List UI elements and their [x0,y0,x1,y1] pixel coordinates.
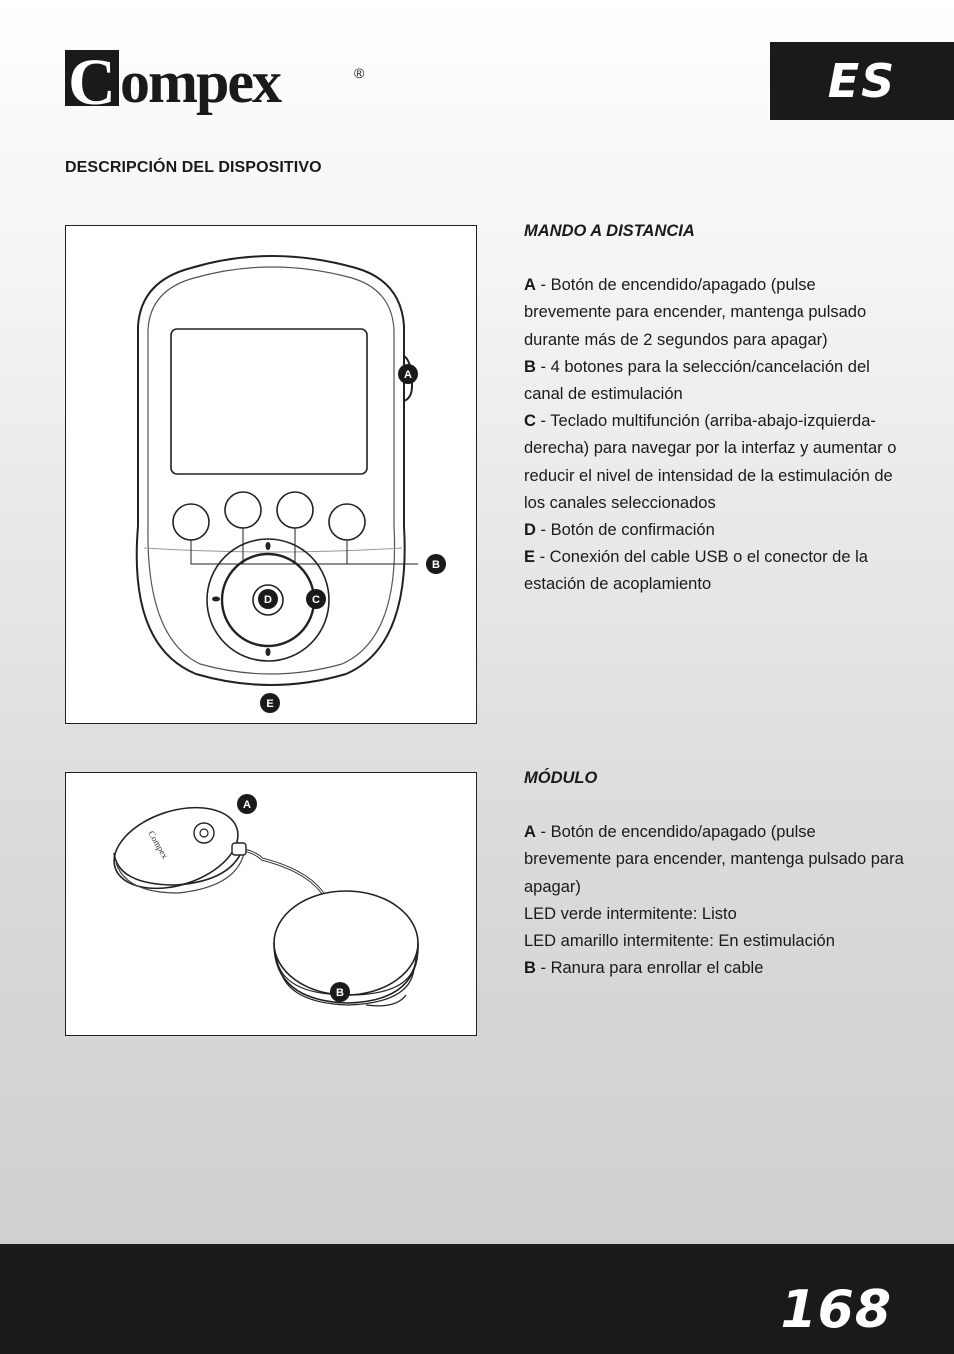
page-number: 168 [780,1280,892,1340]
remote-callouts [66,226,476,723]
svg-text:B: B [432,559,440,571]
remote-item-b: B - 4 botones para la selección/cancelación del canal de estimulación [524,357,870,404]
callout-a [398,364,418,384]
svg-text:E: E [266,698,274,710]
callout-e [260,693,280,713]
module-callouts [66,773,476,1035]
language-badge: ES [770,42,954,120]
svg-text:A: A [243,799,251,811]
remote-item-e: E - Conexión del cable USB o el conector de la estación de acoplamiento [524,548,868,594]
module-item-led-green: LED verde intermitente: Listo [524,904,737,923]
module-description [524,765,904,982]
callout-d [258,589,278,609]
remote-item-c: C - Teclado multifunción (arriba-abajo-izquierda-derecha) para navegar por la interfaz y aumentar o reducir el nivel de intensidad de la estimulación de los canales seleccionados [524,412,897,512]
svg-text:Compex: Compex [146,829,171,861]
module-heading: MÓDULO [524,769,598,787]
module-item-led-yellow: LED amarillo intermitente: En estimulación [524,932,835,951]
callout-c [306,589,326,609]
compex-logo [64,44,374,124]
svg-text:B: B [336,987,344,999]
module-callout-a [237,794,257,814]
footer-bar [0,1244,954,1354]
svg-text:C: C [312,594,320,606]
module-figure [65,772,477,1036]
callout-b [426,554,446,574]
module-item-a: A - Botón de encendido/apagado (pulse brevemente para encender, mantenga pulsado para apagar) [524,823,904,896]
svg-text:A: A [404,369,412,381]
remote-description [524,218,904,599]
svg-text:C: C [68,46,116,119]
section-title: DESCRIPCIÓN DEL DISPOSITIVO [65,159,322,176]
module-item-b: B - Ranura para enrollar el cable [524,959,764,978]
svg-text:D: D [264,594,272,606]
remote-item-d: D - Botón de confirmación [524,521,715,540]
module-callout-b [330,982,350,1002]
registered-mark: ® [354,65,365,81]
remote-heading: MANDO A DISTANCIA [524,222,695,240]
remote-figure [65,225,477,724]
logo-wordmark: ompex [120,49,280,115]
remote-item-a: A - Botón de encendido/apagado (pulse brevemente para encender, mantenga pulsado durante más de 2 segundos para apagar) [524,276,867,349]
